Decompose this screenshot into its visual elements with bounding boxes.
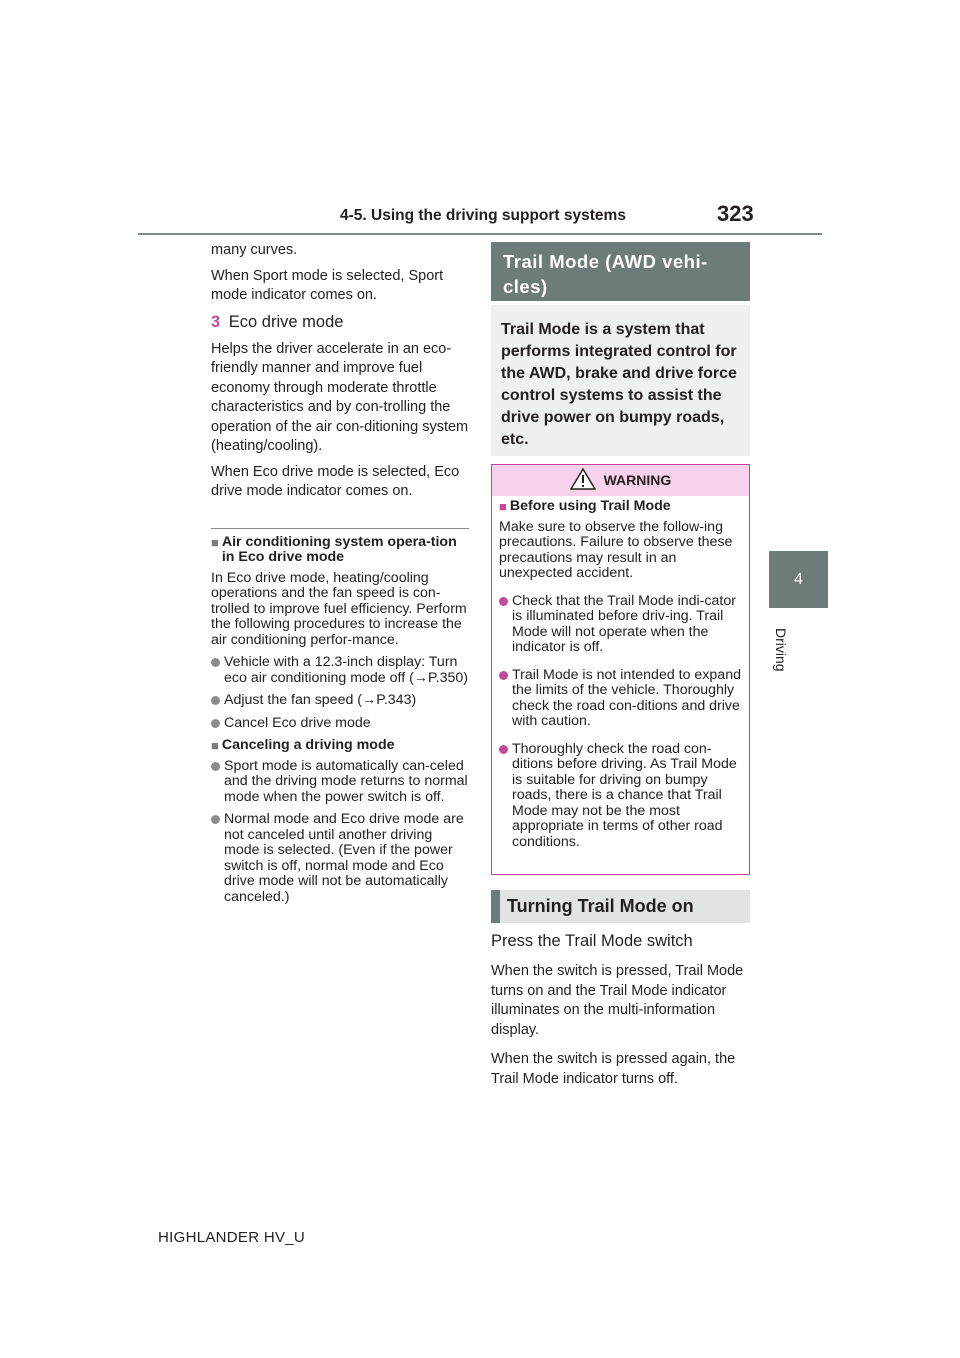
trail-mode-lead: Trail Mode is a system that performs integrated control for the AWD, brake and drive force control systems to assist the drive power on bumpy roads, etc. (491, 305, 750, 456)
bullet-icon (211, 815, 220, 824)
list-item: Cancel Eco drive mode (211, 716, 469, 732)
list-item: Normal mode and Eco drive mode are not canceled until another driving mode is selected. (Even if the power switch is off, normal mode and Eco drive mode will not be automatically canceled.) (211, 812, 469, 905)
paragraph: When the switch is pressed again, the Trail Mode indicator turns off. (491, 1051, 736, 1087)
paragraph: When the switch is pressed, Trail Mode turns on and the Trail Mode indicator illuminates on the multi-information display. (491, 963, 744, 1038)
list-item: Sport mode is automatically can-celed and the driving mode returns to normal mode when the power switch is off. (211, 759, 469, 806)
bullet-icon (499, 745, 508, 754)
bullet-icon (499, 671, 508, 680)
step-title: Eco drive mode (228, 312, 344, 331)
right-text (491, 930, 750, 1095)
footer-model: HIGHLANDER HV_U (158, 1229, 306, 1246)
list-item: Adjust the fan speed (→P.343) (211, 693, 469, 709)
list-item: Vehicle with a 12.3-inch display: Turn eco air conditioning mode off (→P.350) (211, 655, 469, 686)
warning-box (491, 464, 750, 875)
left-column (211, 241, 469, 912)
instruction: Press the Trail Mode switch (491, 932, 693, 950)
turning-trail-mode-heading: Turning Trail Mode on (491, 890, 750, 923)
chapter-tab: 4 (769, 551, 828, 608)
square-bullet-icon: ■ (211, 534, 219, 550)
paragraph: Helps the driver accelerate in an eco-friendly manner and improve fuel economy through moderate throttle characteristics and by con-trolling the operation of the air con-ditioning system (heating/cooling). (211, 340, 469, 454)
list-item: Thoroughly check the road con-ditions before driving. As Trail Mode is suitable for driving on bumpy roads, there is a chance that Trail Mode may not be the most appropriate in terms of other road conditions. (499, 742, 742, 851)
header-rule (138, 233, 822, 235)
bullet-icon (211, 696, 220, 705)
warning-body (492, 496, 749, 850)
note-title: ■ Air conditioning system opera-tion in Eco drive mode (211, 533, 457, 565)
bullet-icon (211, 762, 220, 771)
warning-label: WARNING (603, 472, 672, 488)
bullet-icon (211, 658, 220, 667)
square-bullet-icon: ■ (211, 738, 219, 753)
paragraph: When Eco drive mode is selected, Eco drive mode indicator comes on. (211, 463, 460, 499)
trail-mode-heading: Trail Mode (AWD vehi-cles) (491, 242, 750, 301)
step-number: 3 (211, 312, 221, 331)
section-title: 4-5. Using the driving support systems (340, 207, 626, 224)
step-heading (211, 312, 469, 332)
warning-subtitle: ■ Before using Trail Mode (499, 498, 671, 514)
square-bullet-icon: ■ (499, 499, 507, 514)
list-item: Trail Mode is not intended to expand the limits of the vehicle. Thoroughly check the road con-ditions and drive with caution. (499, 668, 742, 730)
note-divider (211, 528, 469, 529)
list-item: Check that the Trail Mode indi-cator is illuminated before driv-ing. Trail Mode will not operate when the indicator is off. (499, 594, 742, 656)
chapter-label: Driving (773, 628, 789, 672)
warning-header (492, 465, 749, 496)
paragraph: When Sport mode is selected, Sport mode indicator comes on. (211, 267, 444, 303)
bullet-icon (499, 597, 508, 606)
note-body: In Eco drive mode, heating/cooling operations and the fan speed is con-trolled to improve fuel efficiency. Perform the following procedures to increase the air conditioning perfor-mance. (211, 569, 467, 648)
paragraph: many curves. (211, 242, 298, 258)
note-title: ■ Canceling a driving mode (211, 737, 395, 753)
warning-triangle-icon (570, 468, 596, 490)
bullet-icon (211, 719, 220, 728)
warning-text: Make sure to observe the follow-ing precautions. Failure to observe these precautions may result in an unexpected accident. (499, 518, 733, 581)
page-number: 323 (717, 201, 754, 226)
